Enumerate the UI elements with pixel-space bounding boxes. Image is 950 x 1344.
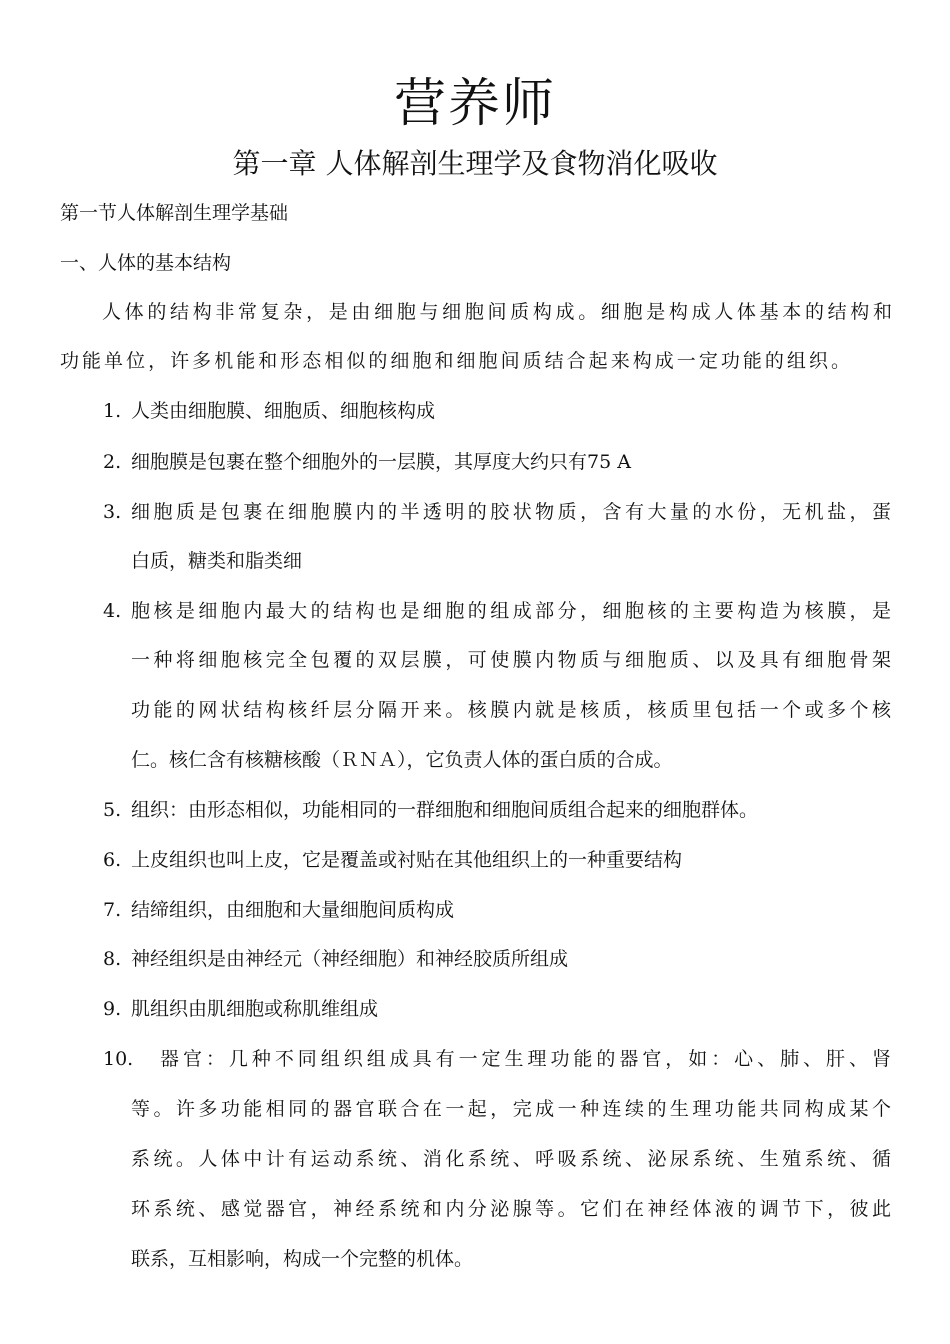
intro-line-1: 人体的结构非常复杂，是由细胞与细胞间质构成。细胞是构成人体基本的结构和 — [102, 301, 892, 323]
list-item-line: 环系统、感觉器官，神经系统和内分泌腺等。它们在神经体液的调节下，彼此 — [131, 1198, 891, 1220]
list-item-line: 细胞膜是包裹在整个细胞外的一层膜，其厚度大约只有75 A — [131, 451, 631, 473]
list-item-line: 人类由细胞膜、细胞质、细胞核构成 — [131, 400, 436, 422]
list-item-line: 仁。核仁含有核糖核酸（ＲＮＡ），它负责人体的蛋白质的合成。 — [131, 749, 673, 771]
list-item-line: 肌组织由肌细胞或称肌维组成 — [131, 998, 379, 1020]
chapter-heading: 第一章 人体解剖生理学及食物消化吸收 — [232, 147, 718, 180]
list-item-number: 4. — [103, 600, 122, 622]
list-item-line: 联系，互相影响，构成一个完整的机体。 — [131, 1248, 474, 1270]
list-item-number: 5. — [103, 799, 122, 821]
list-item-line: 神经组织是由神经元（神经细胞）和神经胶质所组成 — [131, 948, 569, 970]
list-item-number: 10. — [103, 1048, 134, 1070]
list-item-line: 上皮组织也叫上皮，它是覆盖或衬贴在其他组织上的一种重要结构 — [131, 849, 683, 871]
list-item-number: 2. — [103, 451, 122, 473]
list-item-line: 组织：由形态相似，功能相同的一群细胞和细胞间质组合起来的细胞群体。 — [131, 799, 759, 821]
list-item-line: 胞核是细胞内最大的结构也是细胞的组成部分，细胞核的主要构造为核膜，是 — [131, 600, 891, 622]
document-title: 营养师 — [393, 74, 556, 134]
list-item-number: 3. — [103, 501, 122, 523]
list-item-line: 结缔组织，由细胞和大量细胞间质构成 — [131, 899, 455, 921]
list-item-line: 器官：几种不同组织组成具有一定生理功能的器官，如：心、肺、肝、肾 — [160, 1048, 891, 1070]
section-heading: 第一节人体解剖生理学基础 — [60, 202, 289, 224]
list-item-number: 1. — [103, 400, 122, 422]
list-item-line: 细胞质是包裹在细胞膜内的半透明的胶状物质，含有大量的水份，无机盐，蛋 — [131, 501, 891, 523]
list-item-number: 7. — [103, 899, 122, 921]
list-item-line: 白质，糖类和脂类细 — [131, 550, 303, 572]
intro-line-2: 功能单位，许多机能和形态相似的细胞和细胞间质结合起来构成一定功能的组织。 — [60, 350, 850, 372]
list-item-line: 系统。人体中计有运动系统、消化系统、呼吸系统、泌尿系统、生殖系统、循 — [131, 1148, 891, 1170]
list-item-number: 8. — [103, 948, 122, 970]
list-item-line: 功能的网状结构核纤层分隔开来。核膜内就是核质，核质里包括一个或多个核 — [131, 699, 891, 721]
list-item-number: 9. — [103, 998, 122, 1020]
list-item-line: 一种将细胞核完全包覆的双层膜，可使膜内物质与细胞质、以及具有细胞骨架 — [131, 649, 891, 671]
subsection-heading: 一、人体的基本结构 — [60, 252, 232, 274]
list-item-number: 6. — [103, 849, 122, 871]
list-item-line: 等。许多功能相同的器官联合在一起，完成一种连续的生理功能共同构成某个 — [131, 1098, 891, 1120]
